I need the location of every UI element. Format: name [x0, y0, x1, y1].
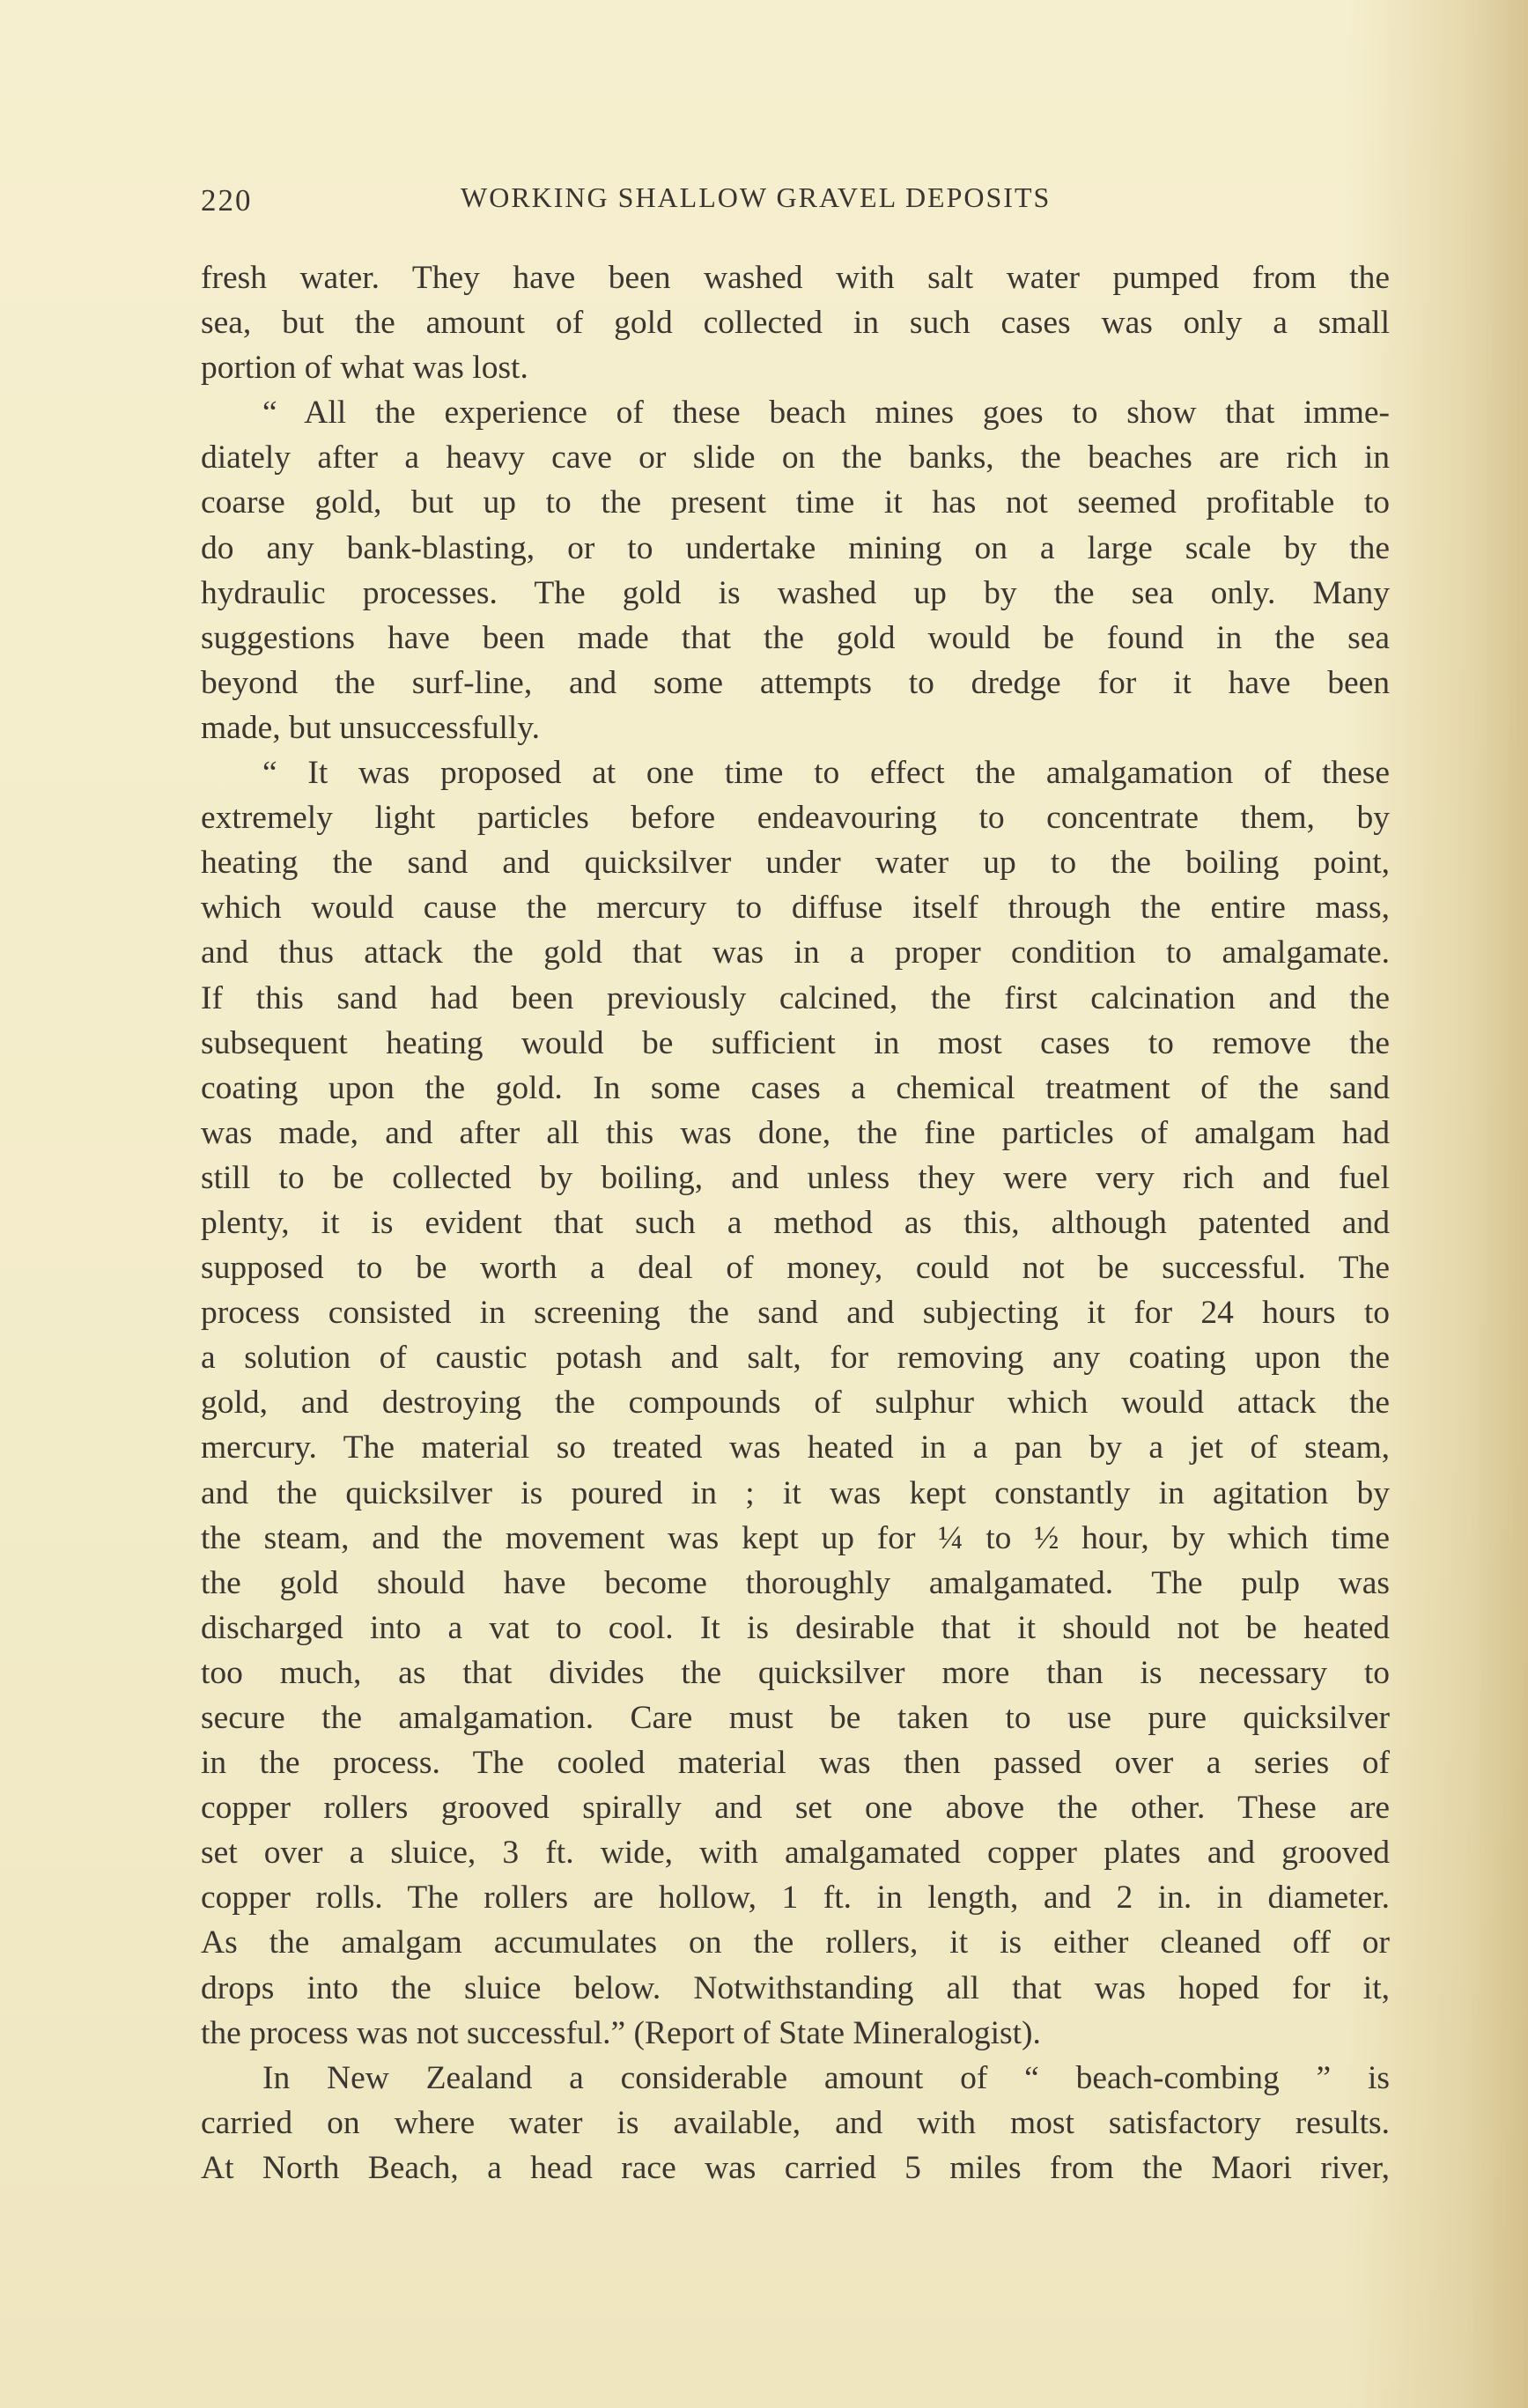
text-line: subsequent heating would be sufficient in most cases to remove the: [201, 1024, 1390, 1061]
text-line: At North Beach, a head race was carried 5 miles from the Maori river,: [201, 2149, 1390, 2186]
page-number: 220: [201, 183, 253, 218]
text-line: heating the sand and quicksilver under water up to the boiling point,: [201, 845, 1390, 882]
text-line: in the process. The cooled material was then passed over a series of: [201, 1745, 1390, 1782]
text-line: copper rolls. The rollers are hollow, 1 ft. in length, and 2 in. in diameter.: [201, 1880, 1390, 1917]
text-line: extremely light particles before endeavouring to concentrate them, by: [201, 800, 1390, 837]
text-line: portion of what was lost.: [201, 350, 528, 387]
text-line: suggestions have been made that the gold would be found in the sea: [201, 619, 1390, 656]
text-line: mercury. The material so treated was heated in a pan by a jet of steam,: [201, 1429, 1390, 1466]
text-line: and the quicksilver is poured in ; it was kept constantly in agitation by: [201, 1474, 1390, 1511]
text-line: coarse gold, but up to the present time it has not seemed profitable to: [201, 484, 1390, 521]
text-line: the process was not successful.” (Report of State Mineralogist).: [201, 2014, 1041, 2051]
text-line: which would cause the mercury to diffuse itself through the entire mass,: [201, 890, 1390, 927]
text-line: process consisted in screening the sand and subjecting it for 24 hours to: [201, 1295, 1390, 1332]
text-line: carried on where water is available, and with most satisfactory results.: [201, 2104, 1390, 2141]
text-line: secure the amalgamation. Care must be taken to use pure quicksilver: [201, 1700, 1390, 1736]
text-line: still to be collected by boiling, and unless they were very rich and fuel: [201, 1159, 1390, 1196]
text-line: coating upon the gold. In some cases a chemical treatment of the sand: [201, 1069, 1390, 1106]
text-line: “ All the experience of these beach mines goes to show that imme-: [262, 395, 1390, 432]
text-line: If this sand had been previously calcined, the first calcination and the: [201, 979, 1390, 1016]
text-line: “ It was proposed at one time to effect the amalgamation of these: [262, 755, 1390, 792]
text-line: was made, and after all this was done, the fine particles of amalgam had: [201, 1114, 1390, 1151]
text-line: the gold should have become thoroughly amalgamated. The pulp was: [201, 1564, 1390, 1601]
text-line: beyond the surf-line, and some attempts to dredge for it have been: [201, 664, 1390, 701]
text-line: and thus attack the gold that was in a proper condition to amalgamate.: [201, 934, 1390, 971]
running-title: WORKING SHALLOW GRAVEL DEPOSITS: [461, 181, 1052, 213]
body-text: [201, 255, 1390, 2190]
text-line: do any bank-blasting, or to undertake mining on a large scale by the: [201, 529, 1390, 566]
text-line: made, but unsuccessfully.: [201, 709, 540, 746]
text-line: set over a sluice, 3 ft. wide, with amalgamated copper plates and grooved: [201, 1835, 1390, 1872]
text-line: In New Zealand a considerable amount of “ beach-combing ” is: [262, 2059, 1390, 2096]
text-line: supposed to be worth a deal of money, could not be successful. The: [201, 1250, 1390, 1287]
text-line: a solution of caustic potash and salt, for removing any coating upon the: [201, 1340, 1390, 1377]
text-line: too much, as that divides the quicksilver more than is necessary to: [201, 1654, 1390, 1691]
text-line: plenty, it is evident that such a method as this, although patented and: [201, 1204, 1390, 1241]
text-line: gold, and destroying the compounds of sulphur which would attack the: [201, 1385, 1390, 1422]
text-line: fresh water. They have been washed with salt water pumped from the: [201, 260, 1390, 296]
text-line: sea, but the amount of gold collected in such cases was only a small: [201, 305, 1390, 342]
text-line: As the amalgam accumulates on the rollers, it is either cleaned off or: [201, 1924, 1390, 1961]
text-line: diately after a heavy cave or slide on the banks, the beaches are rich in: [201, 439, 1390, 476]
text-line: the steam, and the movement was kept up for ¼ to ½ hour, by which time: [201, 1519, 1390, 1556]
text-line: drops into the sluice below. Notwithstanding all that was hoped for it,: [201, 1969, 1390, 2006]
text-line: discharged into a vat to cool. It is desirable that it should not be heated: [201, 1609, 1390, 1646]
text-line: hydraulic processes. The gold is washed up by the sea only. Many: [201, 574, 1390, 611]
text-line: copper rollers grooved spirally and set one above the other. These are: [201, 1790, 1390, 1827]
running-head: [201, 174, 1416, 218]
